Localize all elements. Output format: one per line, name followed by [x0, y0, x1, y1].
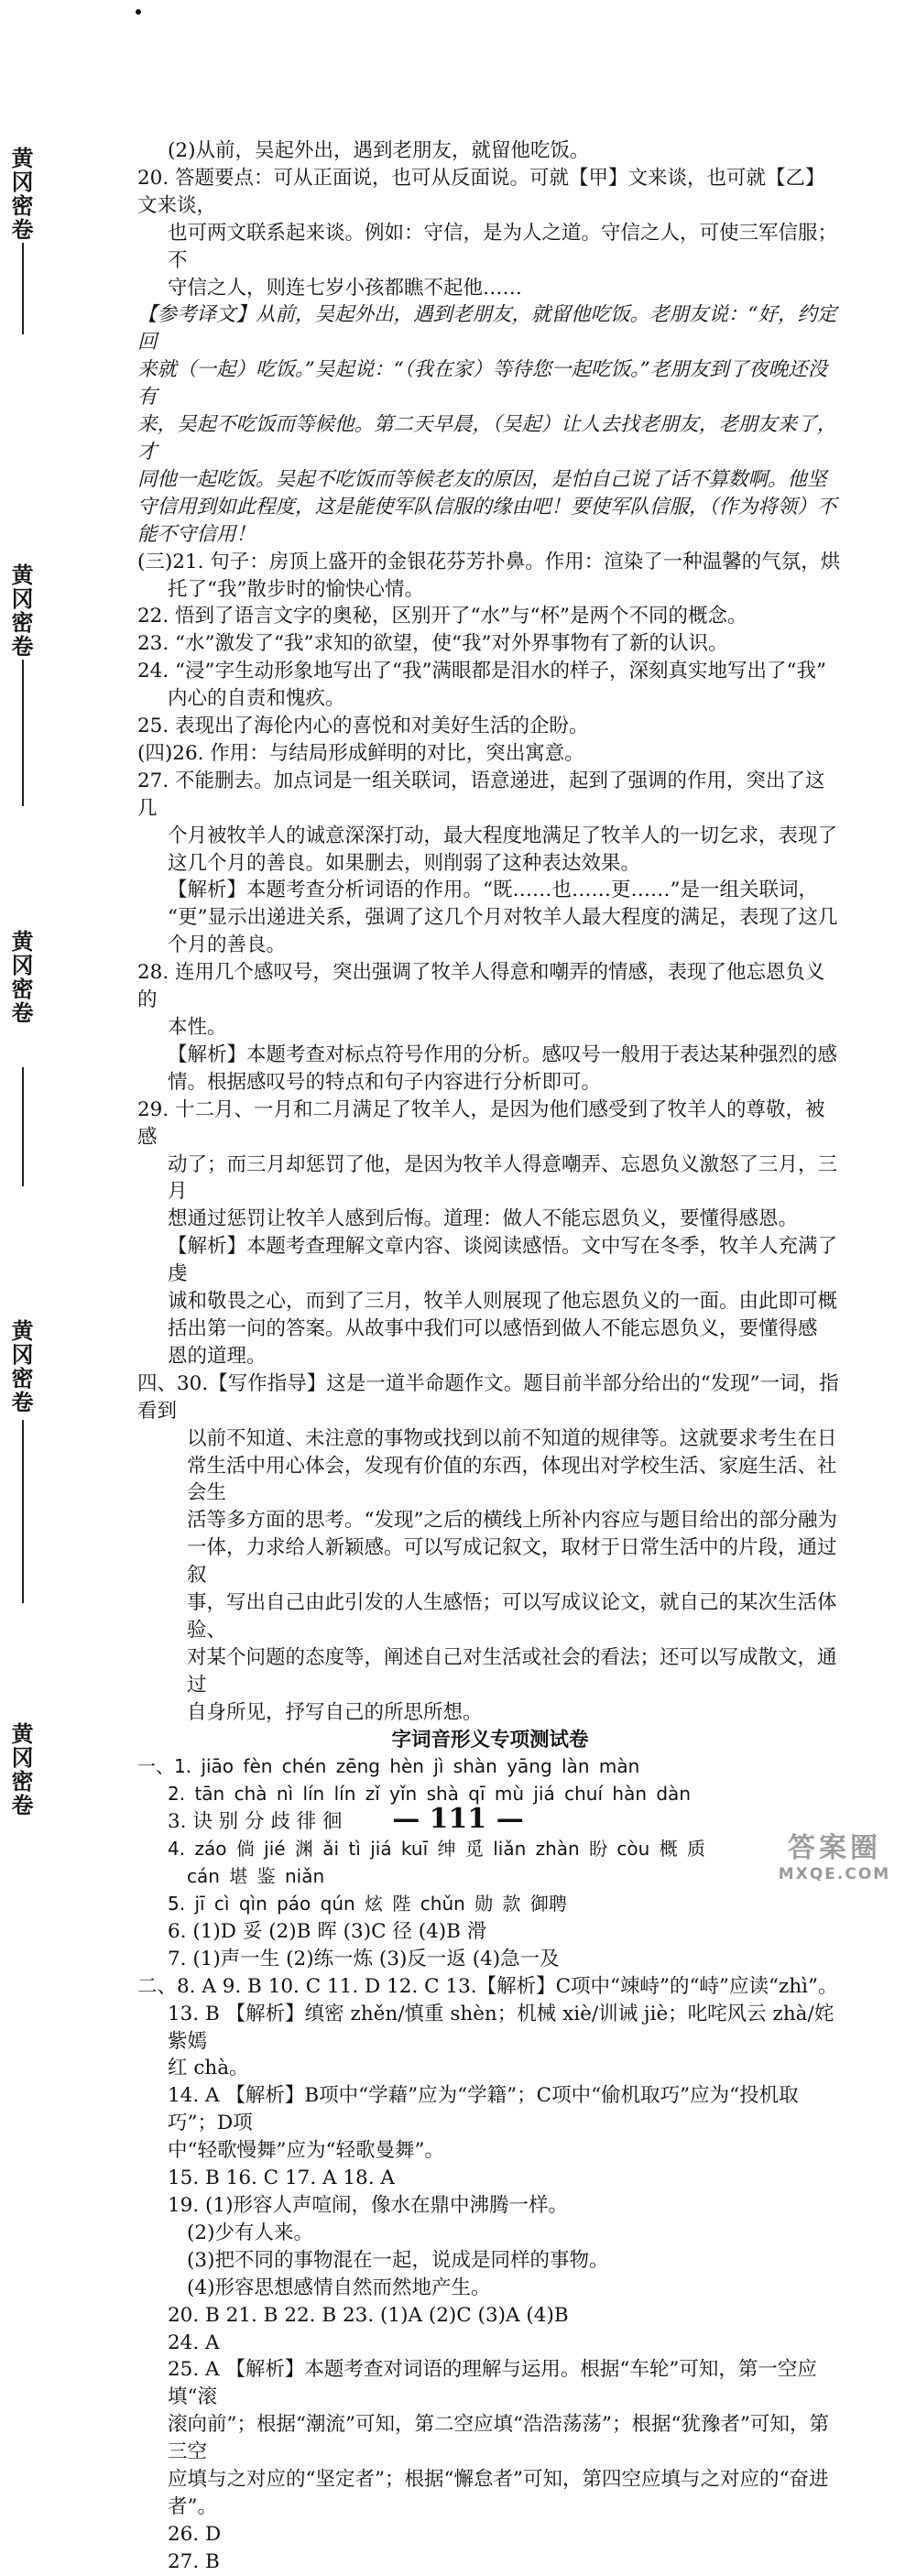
text-line: 【参考译文】从前，吴起外出，遇到老朋友，就留他吃饭。老朋友说：“好，约定回 [137, 303, 837, 355]
text-line: 应填与之对应的“坚定者”；根据“懈怠者”可知，第四空应填与之对应的“奋进 [168, 2468, 829, 2492]
text-line: (四)26. 作用：与结局形成鲜明的对比，突出寓意。 [137, 741, 584, 765]
text-line: 活等多方面的思考。“发现”之后的横线上所补内容应与题目给出的部分融为 [187, 1509, 837, 1533]
text-line: 情。根据感叹号的特点和句子内容进行分析即可。 [168, 1070, 602, 1094]
text-line: 对某个问题的态度等，阐述自己对生活或社会的看法；还可以写成散文，通过 [187, 1645, 837, 1697]
text-line: 20. 答题要点：可从正面说，也可从反面说。可就【甲】文来谈，也可就【乙】文来谈， [137, 166, 825, 217]
margin-rule [22, 1420, 24, 1603]
text-line: 四、30.【写作指导】这是一道半命题作文。题目前半部分给出的“发现”一词，指看到 [137, 1371, 839, 1423]
text-line: 15. B 16. C 17. A 18. A [168, 2167, 395, 2190]
watermark-logo: 答案圈 [788, 1832, 881, 1864]
text-line: “更”显示出递进关系，强调了这几个月对牧羊人最大程度的满足，表现了这几 [168, 906, 838, 930]
watermark [766, 1825, 903, 1883]
text-line: 一体，力求给人新颖感。可以写成记叙文，取材于日常生活中的片段，通过叙 [187, 1536, 837, 1588]
text-line: 4. záo 倘 jié 渊 ǎi tì jiá kuī 绅 觅 liǎn zhàn 盼 còu 概 质 [168, 1838, 706, 1861]
text-line: 23. “水”激发了“我”求知的欲望，使“我”对外界事物有了新的认识。 [137, 632, 728, 656]
text-line: 2. tān chà nì lín lín zǐ yǐn shà qī mù jiá chuí hàn dàn [168, 1783, 691, 1806]
text-line: 13. B 【解析】缜密 zhěn/慎重 shèn；机械 xiè/训诫 jiè；叱咤风云 zhà/姹紫嫣 [168, 2002, 834, 2053]
text-line: 25. 表现出了海伦内心的喜悦和对美好生活的企盼。 [137, 715, 589, 738]
text-line: 括出第一问的答案。从故事中我们可以感悟到做人不能忘恩负义，要懂得感 [168, 1316, 818, 1340]
left-margin [0, 0, 64, 1886]
text-line: 动了；而三月却惩罚了他，是因为牧羊人得意嘲弄、忘恩负义激怒了三月，三月 [168, 1152, 838, 1204]
text-line: (2)从前，吴起外出，遇到老朋友，就留他吃饭。 [168, 139, 590, 162]
text-line: (4)形容思想感情自然而然地产生。 [187, 2276, 491, 2299]
margin-label: 黄冈密卷 [7, 563, 33, 659]
text-line: 14. A 【解析】B项中“学藉”应为“学籍”；C项中“偷机取巧”应为“投机取巧”；D项 [168, 2084, 799, 2135]
text-line: 想通过惩罚让牧羊人感到后悔。道理：做人不能忘恩负义，要懂得感恩。 [168, 1207, 799, 1231]
text-line: 红 chà。 [168, 2057, 249, 2080]
text-line: 常生活中用心体会，发现有价值的东西，体现出对学校生活、家庭生活、社会生 [187, 1454, 837, 1505]
text-line: 能不守信用！ [137, 522, 256, 546]
text-line: 守信之人，则连七岁小孩都瞧不起他…… [168, 276, 523, 300]
text-line: 本性。 [168, 1016, 227, 1039]
text-line: 26. D [168, 2522, 222, 2546]
margin-label: 黄冈密卷 [7, 1722, 33, 1817]
margin-label: 黄冈密卷 [7, 930, 33, 1025]
answer-text [137, 137, 843, 2576]
text-line: 者”。 [168, 2494, 217, 2518]
text-line: (2)少有人来。 [187, 2221, 313, 2244]
text-line: 托了“我”散步时的愉快心情。 [168, 577, 424, 601]
text-line: 24. A [168, 2330, 220, 2354]
text-line: 事，写出自己由此引发的人生感悟；可以写成议论文，就自己的某次生活体验、 [187, 1591, 837, 1642]
text-line: 来，吴起不吃饭而等候他。第二天早晨，（吴起）让人去找老朋友，老朋友来了，才 [137, 413, 837, 464]
text-line: 同他一起吃饭。吴起不吃饭而等候老友的原因，是怕自己说了话不算数啊。他坚 [137, 467, 827, 491]
text-line: 【解析】本题考查对标点符号作用的分析。感叹号一般用于表达某种强烈的感 [168, 1042, 838, 1066]
text-line: 也可两文联系起来谈。例如：守信，是为人之道。守信之人，可使三军信服；不 [168, 221, 838, 272]
margin-rule [22, 660, 24, 806]
text-line: cán 堪 鉴 niǎn [187, 1865, 325, 1888]
text-line: 5. jī cì qìn páo qún 炫 陛 chǔn 勋 款 御聘 [168, 1893, 567, 1915]
text-line: 诚和敬畏之心，而到了三月，牧羊人则展现了他忘恩负义的一面。由此即可概 [168, 1290, 838, 1314]
page-number: — 111 — [392, 1803, 524, 1835]
text-line: 来就（一起）吃饭。”吴起说：“（我在家）等待您一起吃饭。”老朋友到了夜晚还没有 [137, 358, 828, 409]
watermark-url: MXQE.COM [778, 1865, 891, 1883]
text-line: 二、8. A 9. B 10. C 11. D 12. C 13.【解析】C项中“竦峙”的“峙”应读“zhì”。 [137, 1974, 838, 1998]
section-title: 字词音形义专项测试卷 [391, 1728, 589, 1752]
text-line: (三)21. 句子：房顶上盛开的金银花芬芳扑鼻。作用：渲染了一种温馨的气氛，烘 [137, 550, 841, 573]
margin-label: 黄冈密卷 [7, 1319, 33, 1414]
text-line: 19. (1)形容人声喧闹，像水在鼎中沸腾一样。 [168, 2193, 568, 2217]
text-line: 内心的自责和愧疚。 [168, 687, 345, 711]
text-line: 6. (1)D 妥 (2)B 晖 (3)C 径 (4)B 滑 [168, 1919, 487, 1943]
text-line: 3. 诀 别 分 歧 徘 徊 [168, 1810, 343, 1834]
text-line: 守信用到如此程度，这是能使军队信服的缘由吧！要使军队信服，（作为将领）不 [137, 495, 837, 518]
text-line: 中“轻歌慢舞”应为“轻歌曼舞”。 [168, 2139, 444, 2163]
text-line: 个月被牧羊人的诚意深深打动，最大程度地满足了牧羊人的一切乞求，表现了 [168, 824, 838, 847]
text-line: 22. 悟到了语言文字的奥秘，区别开了“水”与“杯”是两个不同的概念。 [137, 605, 747, 628]
margin-label: 黄冈密卷 [7, 147, 33, 242]
text-line: 27. 不能删去。加点词是一组关联词，语意递进，起到了强调的作用，突出了这几 [137, 769, 825, 820]
text-line: 这几个月的善良。如果删去，则削弱了这种表达效果。 [168, 851, 641, 875]
text-line: 恩的道理。 [168, 1344, 267, 1368]
text-line: 29. 十二月、一月和二月满足了牧羊人，是因为他们感受到了牧羊人的尊敬，被感 [137, 1097, 825, 1149]
top-mark [136, 9, 141, 15]
text-line: (3)把不同的事物混在一起，说成是同样的事物。 [187, 2248, 609, 2272]
margin-rule [22, 243, 24, 334]
text-line: 个月的善良。 [168, 933, 287, 957]
text-line: 24. “浸”字生动形象地写出了“我”满眼都是泪水的样子，深刻真实地写出了“我” [137, 660, 826, 683]
text-line: 以前不知道、未注意的事物或找到以前不知道的规律等。这就要求考生在日 [187, 1426, 837, 1450]
text-line: 滚向前”；根据“潮流”可知，第二空应填“浩浩荡荡”；根据“犹豫者”可知，第三空 [168, 2413, 829, 2464]
text-line: 28. 连用几个感叹号，突出强调了牧羊人得意和嘲弄的情感，表现了他忘恩负义的 [137, 961, 825, 1012]
text-line: 27. B [168, 2549, 220, 2573]
text-line: 【解析】本题考查理解文章内容、谈阅读感悟。文中写在冬季，牧羊人充满了虔 [168, 1235, 838, 1286]
text-line: 20. B 21. B 22. B 23. (1)A (2)C (3)A (4)B [168, 2303, 569, 2327]
text-line: 【解析】本题考查分析词语的作用。“既……也……更……”是一组关联词， [168, 879, 818, 902]
text-line: 自身所见，抒写自己的所思所想。 [187, 1700, 483, 1724]
text-line: 7. (1)声一生 (2)练一炼 (3)反一返 (4)急一及 [168, 1947, 560, 1970]
text-line: 25. A 【解析】本题考查对词语的理解与运用。根据“车轮”可知，第一空应填“滚 [168, 2358, 817, 2409]
text-line: 一、1. jiāo fèn chén zēng hèn jì shàn yāng làn màn [137, 1755, 640, 1778]
margin-rule [22, 1067, 24, 1186]
